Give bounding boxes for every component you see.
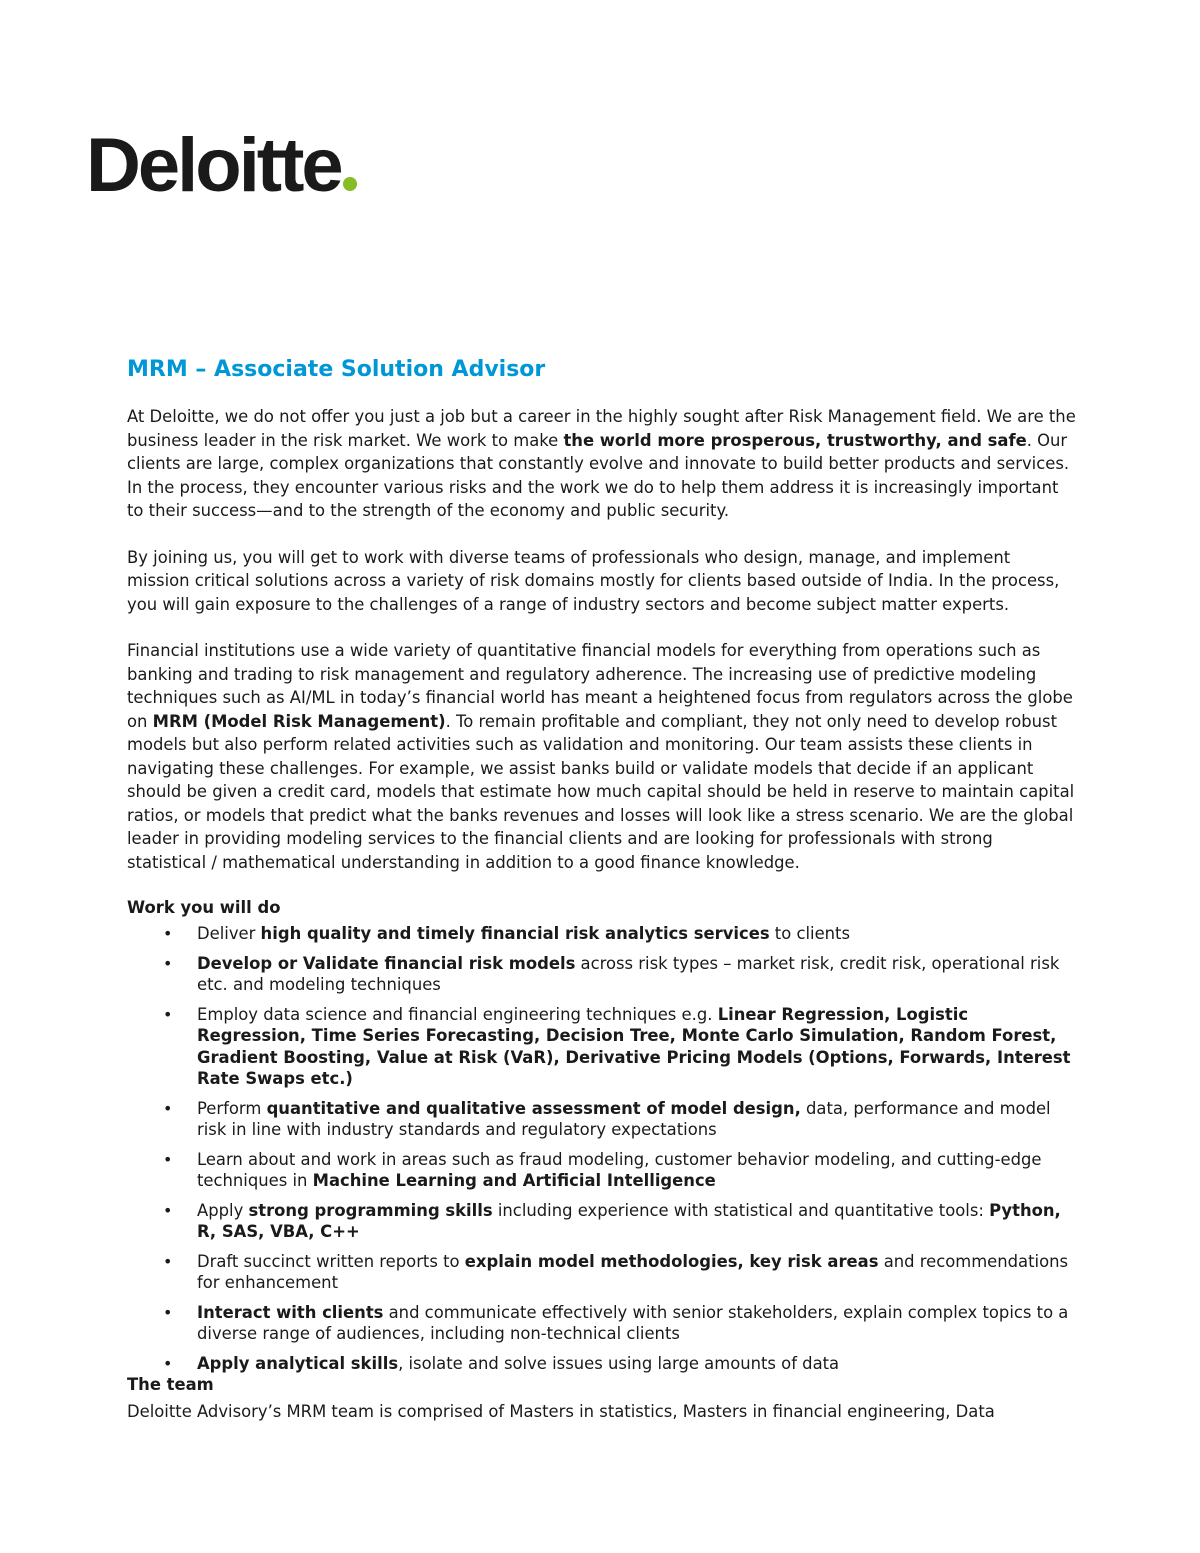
intro-emphasis: the world more prosperous, trustworthy, and safe — [563, 430, 1027, 450]
list-item: • Draft succinct written reports to explain model methodologies, key risk areas and recommendations for enhancement — [127, 1251, 1077, 1294]
list-item: • Apply strong programming skills including experience with statistical and quantitative tools: Python, R, SAS, VBA, C++ — [127, 1200, 1077, 1243]
list-item: • Deliver high quality and timely financial risk analytics services to clients — [127, 923, 1077, 945]
deloitte-logo — [86, 123, 357, 208]
list-item: • Develop or Validate financial risk models across risk types – market risk, credit risk, operational risk etc. and modeling techniques — [127, 953, 1077, 996]
logo-text: Deloitte — [86, 123, 341, 208]
list-item: • Employ data science and financial engineering techniques e.g. Linear Regression, Logistic Regression, Time Series Forecasting, Decision Tree, Monte Carlo Simulation, Random Forest, Gradient Boosting, Value at Risk (VaR), Derivative Pricing Models (Options, Forwards, Interest Rate Swaps etc.) — [127, 1004, 1077, 1090]
team-paragraph: Deloitte Advisory’s MRM team is comprised of Masters in statistics, Masters in financial engineering, Data — [127, 1402, 995, 1421]
mrm-paragraph — [127, 639, 1077, 874]
list-item: • Learn about and work in areas such as fraud modeling, customer behavior modeling, and cutting-edge techniques in Machine Learning and Artificial Intelligence — [127, 1149, 1077, 1192]
mrm-text-2: . To remain profitable and compliant, they not only need to develop robust models but also perform related activities such as validation and monitoring. Our team assists these clients in navigating these challenges. For example, we assist banks build or validate models that decide if an applicant should be given a credit card, models that estimate how much capital should be held in reserve to maintain capital ratios, or models that predict what the banks revenues and losses will look like a stress scenario. We are the global leader in providing modeling services to the financial clients and are looking for professionals with strong statistical / mathematical understanding in addition to a good finance knowledge. — [127, 711, 1075, 872]
team-heading: The team — [127, 1375, 214, 1394]
mrm-emphasis: MRM (Model Risk Management) — [152, 711, 446, 731]
joining-paragraph: By joining us, you will get to work with diverse teams of professionals who design, manage, and implement mission critical solutions across a variety of risk domains mostly for clients based outside of India. In the process, you will gain exposure to the challenges of a range of industry sectors and become subject matter experts. — [127, 547, 1060, 614]
list-item: • Apply analytical skills, isolate and solve issues using large amounts of data — [127, 1353, 1077, 1375]
list-item: • Perform quantitative and qualitative assessment of model design, data, performance and model risk in line with industry standards and regulatory expectations — [127, 1098, 1077, 1141]
job-description — [127, 355, 1077, 1424]
logo-dot-icon — [343, 177, 357, 191]
intro-paragraph — [127, 405, 1077, 523]
mrm-text-1: Financial institutions use a wide variety of quantitative financial models for everything from operations such as banking and trading to risk management and regulatory adherence. The increasing use of predictive modeling techniques such as AI/ML in today’s financial world has meant a heightened focus from regulators across the globe on — [127, 641, 1073, 731]
intro-text-2: . Our clients are large, complex organizations that constantly evolve and innovate to build better products and services. In the process, they encounter various risks and the work we do to help them address it is increasingly important to their success—and to the strength of the economy and public security. — [127, 430, 1070, 520]
work-list — [127, 923, 1077, 1374]
intro-text-1: At Deloitte, we do not offer you just a job but a career in the highly sought after Risk Management field. We are the business leader in the risk market. We work to make — [127, 407, 1076, 450]
work-heading: Work you will do — [127, 898, 281, 917]
list-item: • Interact with clients and communicate effectively with senior stakeholders, explain complex topics to a diverse range of audiences, including non-technical clients — [127, 1302, 1077, 1345]
page-title: MRM – Associate Solution Advisor — [127, 357, 546, 382]
